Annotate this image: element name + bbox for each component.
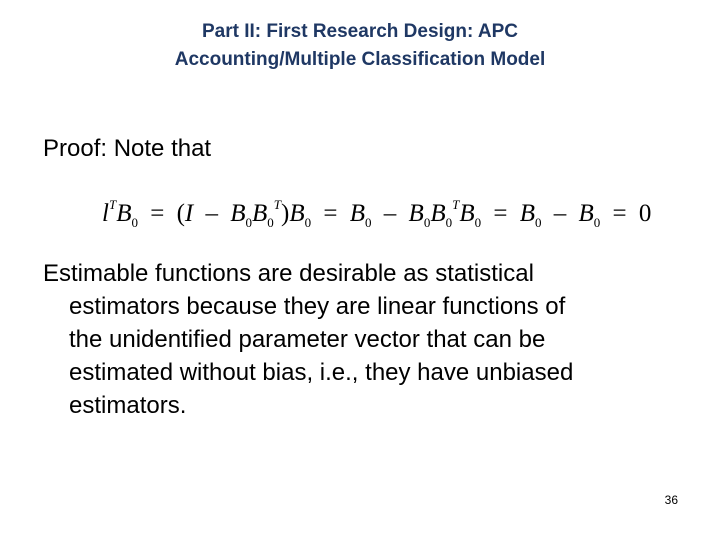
eq-minus: – <box>553 200 567 227</box>
eq-b: B <box>230 200 246 227</box>
body-line: Estimable functions are desirable as statistical <box>43 260 534 287</box>
eq-sub-0: 0 <box>131 215 138 230</box>
title-line-2: Accounting/Multiple Classification Model <box>174 49 546 70</box>
eq-sub-0: 0 <box>365 215 372 230</box>
body-line: the unidentified parameter vector that can be <box>69 326 546 353</box>
eq-b: B <box>349 200 366 227</box>
eq-minus: – <box>205 200 218 227</box>
eq-minus: – <box>383 200 397 227</box>
eq-sup-t: T <box>452 197 460 212</box>
eq-equals: = <box>493 200 508 227</box>
eq-b: B <box>430 200 446 227</box>
eq-b: B <box>519 200 535 227</box>
eq-b: B <box>408 200 424 227</box>
title-line-1: Part II: First Research Design: APC <box>201 21 519 42</box>
eq-sub-0: 0 <box>474 215 482 230</box>
eq-sub-0: 0 <box>267 215 274 230</box>
equation <box>102 183 651 245</box>
eq-equals: = <box>323 200 338 227</box>
eq-sub-0: 0 <box>423 215 431 230</box>
eq-sub-0: 0 <box>535 215 542 230</box>
slide-title <box>0 18 720 74</box>
body-line: estimators. <box>69 392 187 419</box>
eq-sub-0: 0 <box>593 215 601 230</box>
eq-sub-0: 0 <box>445 215 453 230</box>
page-number: 36 <box>664 493 678 507</box>
eq-open-paren: ( <box>176 200 185 227</box>
eq-b: B <box>289 200 305 227</box>
eq-sup-t: T <box>273 197 282 212</box>
eq-sub-0: 0 <box>245 215 253 230</box>
body-line: estimated without bias, i.e., they have unbiased <box>69 359 574 386</box>
eq-b: B <box>252 200 268 227</box>
proof-text: Proof: Note that <box>43 135 212 162</box>
eq-b: B <box>116 200 132 227</box>
eq-zero: 0 <box>638 200 652 227</box>
eq-b: B <box>459 200 475 227</box>
eq-equals: = <box>612 200 627 227</box>
eq-close-paren: ) <box>281 200 290 227</box>
eq-sub-0: 0 <box>304 215 312 230</box>
eq-i: I <box>184 200 194 227</box>
body-paragraph <box>43 257 683 422</box>
eq-l: l <box>102 200 109 227</box>
body-line: estimators because they are linear functions of <box>69 293 566 320</box>
eq-b: B <box>578 200 594 227</box>
eq-sup-t: T <box>108 197 117 212</box>
eq-equals: = <box>150 200 165 227</box>
